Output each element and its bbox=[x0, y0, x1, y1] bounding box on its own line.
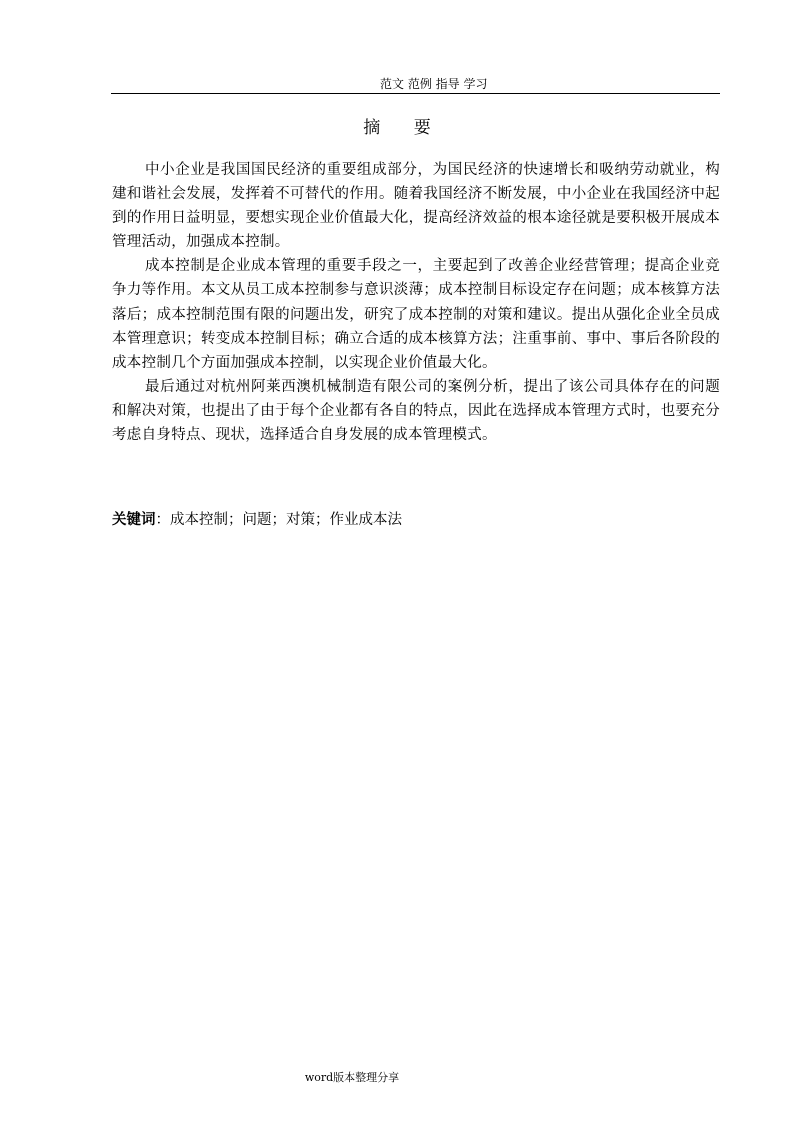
keywords-text: 成本控制；问题；对策；作业成本法 bbox=[170, 512, 402, 528]
keywords-line bbox=[112, 510, 720, 530]
header-divider bbox=[111, 93, 720, 94]
keywords-label: 关键词 bbox=[112, 512, 156, 528]
abstract-body bbox=[112, 158, 720, 447]
abstract-title: 摘 要 bbox=[363, 118, 445, 138]
abstract-paragraph-3: 最后通过对杭州阿莱西澳机械制造有限公司的案例分析，提出了该公司具体存在的问题和解决对策，也提出了由于每个企业都有各自的特点，因此在选择成本管理方式时，也要充分考虑自身特点、现状，选择适合自身发展的成本管理模式。 bbox=[112, 378, 720, 444]
abstract-paragraph-2: 成本控制是企业成本管理的重要手段之一，主要起到了改善企业经营管理；提高企业竞争力等作用。本文从员工成本控制参与意识淡薄；成本控制目标设定存在问题；成本核算方法落后；成本控制范围有限的问题出发，研究了成本控制的对策和建议。提出从强化企业全员成本管理意识；转变成本控制目标；确立合适的成本核算方法；注重事前、事中、事后各阶段的成本控制几个方面加强成本控制，以实现企业价值最大化。 bbox=[112, 258, 720, 371]
page-footer: word版本整理分享 bbox=[304, 1071, 400, 1084]
page-header: 范文 范例 指导 学习 bbox=[380, 77, 488, 91]
abstract-paragraph-1: 中小企业是我国国民经济的重要组成部分，为国民经济的快速增长和吸纳劳动就业，构建和谐社会发展，发挥着不可替代的作用。随着我国经济不断发展，中小企业在我国经济中起到的作用日益明显，要想实现企业价值最大化，提高经济效益的根本途径就是要积极开展成本管理活动，加强成本控制。 bbox=[112, 162, 720, 251]
keywords-separator: ： bbox=[155, 512, 170, 528]
